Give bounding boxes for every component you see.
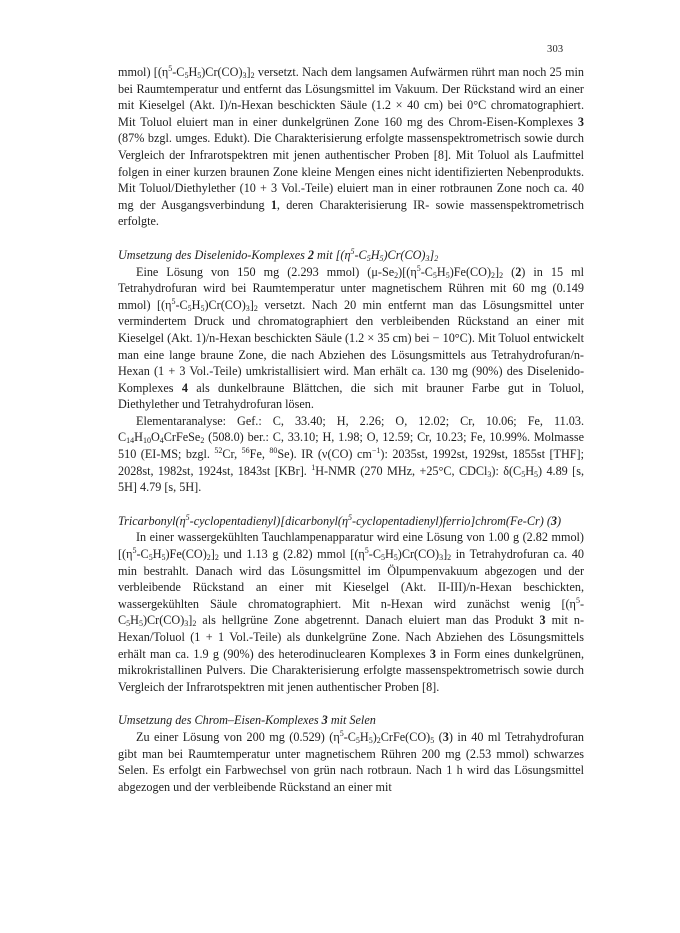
text-segment: 2 <box>206 553 211 563</box>
text-segment: 56 <box>241 446 250 456</box>
text-segment: )Fe(CO) <box>449 264 492 279</box>
text-segment: )Cr(CO) <box>142 613 185 628</box>
body-paragraph <box>118 729 584 795</box>
text-segment: als dunkelbraune Blättchen, die sich mit brauner Farbe gut in Toluol, Diethylether und Tetrahydrofuran lösen. <box>118 380 584 412</box>
text-segment: 3 <box>242 71 247 80</box>
text-segment: 2 <box>250 71 255 80</box>
text-segment: und 1.13 g (2.82) mmol [(η <box>218 547 365 562</box>
text-segment: 4 <box>181 380 188 395</box>
text-segment: 2 <box>307 247 314 262</box>
text-segment: −1 <box>371 446 381 456</box>
text-segment: 3 <box>425 253 430 263</box>
body-paragraph <box>118 264 584 413</box>
text-segment: als hellgrüne Zone abgetrennt. Danach eluiert man das Produkt <box>196 613 540 628</box>
text-segment: 5 <box>168 64 173 73</box>
section-heading <box>118 712 584 729</box>
text-segment: H <box>130 613 139 628</box>
text-segment: ): δ(C <box>491 463 522 478</box>
text-segment: mit Selen <box>327 713 376 728</box>
text-segment: 5 <box>184 71 189 80</box>
text-segment: 3 <box>442 729 449 744</box>
text-segment: -C <box>118 596 584 628</box>
text-segment: Elementaranalyse: Gef.: C, 33.40; H, 2.26; O, 12.02; Cr, 10.06; Fe, 11.03. C <box>118 413 584 445</box>
text-segment: 3 <box>245 303 250 313</box>
text-segment: )Cr(CO) <box>204 297 246 312</box>
text-segment: O <box>150 430 160 445</box>
text-segment: 3 <box>321 713 328 728</box>
text-segment: 2 <box>200 436 205 446</box>
text-segment: 5 <box>575 595 580 605</box>
text-segment: 2 <box>192 619 197 629</box>
text-segment: in Tetrahydrofuran ca. 40 min bestrahlt. Danach wird das Lösungsmittel im Ölpumpenvakuum abgezogen und der verbleibende Rückstand an einer mit Kieselgel (Akt. II-III)/n-Hexan beschickten, wassergekühlten Säule chromatographiert. Mit n-Hexan wird zunächst wenig [(η <box>118 547 584 611</box>
text-segment: ] <box>249 297 254 312</box>
text-segment: -cyclopentadienyl)[dicarbonyl(η <box>189 513 349 528</box>
text-segment: 3 <box>429 646 436 661</box>
text-segment: 5 <box>355 735 360 745</box>
text-segment: Se). IR (ν(CO) cm <box>277 447 372 462</box>
text-segment: 5 <box>379 253 384 263</box>
text-segment: ) in 15 ml Tetrahydrofuran wird bei Raumtemperatur unter magnetischem Rühren mit 60 mg (0.149 mmol) [(η <box>118 264 585 312</box>
text-segment: 1 <box>270 197 277 212</box>
page-number: 303 <box>547 44 564 55</box>
text-segment: 2 <box>376 735 381 745</box>
text-segment: 2 <box>491 270 496 280</box>
text-column <box>118 64 584 795</box>
text-segment: 3 <box>577 114 584 129</box>
text-segment: 52 <box>214 446 223 456</box>
text-segment: ) <box>557 513 562 528</box>
text-segment: 5 <box>416 263 421 273</box>
text-segment: -C <box>420 264 433 279</box>
text-segment: H <box>436 264 446 279</box>
text-segment: 5 <box>185 512 190 522</box>
text-segment: 5 <box>126 619 131 629</box>
text-segment: 2 <box>214 553 219 563</box>
text-segment: Umsetzung des Chrom–Eisen-Komplexes <box>118 713 322 728</box>
body-paragraph <box>118 413 584 496</box>
text-segment: )Cr(CO) <box>397 547 440 562</box>
text-segment: , deren Charakterisierung IR- sowie massenspektrometrisch erfolgte. <box>118 197 585 229</box>
text-segment: 5 <box>138 619 143 629</box>
text-segment: 3 <box>487 469 492 479</box>
text-segment: 14 <box>126 436 135 446</box>
text-segment: H <box>359 729 369 744</box>
text-segment: ] <box>429 247 435 262</box>
text-segment: 2 <box>499 270 504 280</box>
text-segment: 5 <box>393 553 398 563</box>
section-heading <box>118 513 584 530</box>
text-segment: Fe, <box>249 447 270 462</box>
text-segment: 5 <box>132 546 137 556</box>
text-segment: Zu einer Lösung von 200 mg (0.529) (η <box>136 729 340 744</box>
text-segment: 10 <box>142 436 151 446</box>
text-segment: 3 <box>439 553 444 563</box>
text-segment: 5 <box>339 728 344 738</box>
text-segment: ] <box>246 65 251 79</box>
text-segment: 5 <box>200 303 205 313</box>
text-segment: H <box>525 463 534 478</box>
text-segment: -cyclopentadienyl)ferrio]chrom(Fe-Cr) ( <box>352 513 551 528</box>
body-paragraph <box>118 529 584 695</box>
text-segment: ) <box>372 729 377 744</box>
text-segment: Cr, <box>222 447 242 462</box>
section-heading <box>118 247 584 264</box>
text-segment: Eine Lösung von 150 mg (2.293 mmol) (μ-Se <box>136 264 395 279</box>
text-segment: H <box>152 547 162 562</box>
text-segment: ) 4.89 [s, 5H] 4.79 [s, 5H]. <box>118 463 585 495</box>
text-segment: mit [(η <box>313 247 351 262</box>
text-segment: versetzt. Nach dem langsamen Aufwärmen rührt man noch 25 min bei Raumtemperatur und entfernt das Lösungsmittel im Vakuum. Der Rückstand wird an einer mit Kieselgel (Akt. I)/n-Hexan beschickten Säule (1.2 × 40 cm) bei 0°C chromatographiert. Mit Toluol eluiert man in einer dunkelgrünen Zone 160 mg des Chrom-Eisen-Komplexes <box>118 65 584 129</box>
text-segment: 3 <box>184 619 189 629</box>
text-segment: 5 <box>430 735 435 745</box>
text-segment: CrFe(CO) <box>380 729 431 744</box>
text-segment: 5 <box>364 546 369 556</box>
text-segment: (87% bzgl. umges. Edukt). Die Charakterisierung erfolgte massenspektrometrisch sowie durch Vergleich der Infrarotspektren mit jenen authentischer Proben [8]. Mit Toluol als Laufmittel folgen in einer kurzen braunen Zone kleine Mengen eines nicht identifizierten Nebenprodukts. Mit Toluol/Diethylether (10 + 3 Vol.-Teile) eluiert man in einer rotbraunen Zone noch ca. 40 mg der Ausgangsverbindung <box>118 131 584 212</box>
text-segment: 2 <box>253 303 258 313</box>
text-segment: Umsetzung des Diselenido-Komplexes <box>118 247 308 262</box>
text-segment: ( <box>434 729 443 744</box>
text-segment: )Cr(CO) <box>201 65 243 79</box>
text-segment: -C <box>175 297 188 312</box>
text-segment: )Cr(CO) <box>383 247 426 262</box>
text-segment: ): 2035st, 1992st, 1929st, 1855st [THF]; 2028st, 1982st, 1924st, 1843st [KBr]. <box>118 447 584 478</box>
text-segment: -C <box>136 547 149 562</box>
text-segment: versetzt. Nach 20 min entfernt man das Lösungsmittel unter vermindertem Druck und chromatographiert den verbleibenden Rückstand an einer mit Kieselgel (Akt. 1)/n-Hexan beschickten Säule (1.2 × 35 cm) bei − 10°C). Mit Toluol entwickelt man eine lange braune Zone, die nach Abziehen des Lösungsmittels aus Tetrahydrofuran/n-Hexan (1 + 3 Vol.-Teile) umkristallisiert wird. Man erhält ca. 130 mg (90%) des Diselenido-Komplexes <box>118 297 584 395</box>
text-segment: ] <box>188 613 193 628</box>
text-segment: 1 <box>311 462 316 472</box>
text-segment: -C <box>354 247 367 262</box>
text-segment: 5 <box>432 270 437 280</box>
text-segment: 2 <box>434 253 439 263</box>
text-segment: 3 <box>539 613 546 628</box>
text-segment: 5 <box>366 253 371 263</box>
text-segment: 5 <box>534 469 538 479</box>
text-segment: 5 <box>380 553 385 563</box>
text-segment: 5 <box>368 735 373 745</box>
text-segment: 5 <box>161 553 166 563</box>
text-segment: 5 <box>445 270 450 280</box>
text-segment: ( <box>503 264 516 279</box>
text-segment: 5 <box>350 246 355 256</box>
text-segment: 80 <box>269 446 278 456</box>
text-segment: -C <box>343 729 356 744</box>
text-segment: In einer wassergekühlten Tauchlampenapparatur wird eine Lösung von 1.00 g (2.82 mmol) [(η <box>118 530 584 562</box>
text-segment: )[(η <box>398 264 417 279</box>
text-segment: 2 <box>447 553 452 563</box>
text-segment: 2 <box>515 264 522 279</box>
text-segment: 5 <box>197 71 202 80</box>
text-segment: 3 <box>550 513 557 528</box>
text-segment: in Form eines dunkelgrünen, mikrokristallinen Pulvers. Die Charakterisierung erfolgte massenspektrometrisch sowie durch Vergleich der Infrarotspektren mit jenen authentischer Proben [8]. <box>118 646 584 694</box>
text-segment: -C <box>172 65 185 79</box>
text-segment: ] <box>443 547 448 562</box>
text-segment: ] <box>210 547 215 562</box>
text-segment: H <box>188 65 198 79</box>
text-segment: -C <box>368 547 381 562</box>
text-segment: H <box>384 547 394 562</box>
text-segment: 5 <box>348 512 353 522</box>
text-segment: 4 <box>159 436 164 446</box>
text-segment: 5 <box>148 553 153 563</box>
body-paragraph <box>118 64 584 230</box>
text-segment: 2 <box>394 270 399 280</box>
text-segment: H <box>134 430 143 445</box>
text-segment: 5 <box>171 296 176 306</box>
text-segment: ] <box>495 264 500 279</box>
text-segment: H <box>191 297 201 312</box>
text-segment: CrFeSe <box>163 430 201 445</box>
text-segment: ) in 40 ml Tetrahydrofuran gibt man bei Raumtemperatur unter magnetischem Rühren 200 mg (2.53 mmol) schwarzes Selen. Es erfolgt ein Farbwechsel von grün nach rotbraun. Nach 1 h wird das Lösungsmittel abgezogen und der verbleibende Rückstand an einer mit <box>118 729 584 794</box>
text-segment: (508.0) ber.: C, 33.10; H, 1.98; O, 12.59; Cr, 10.23; Fe, 10.99%. Molmasse 510 (EI-MS; bzgl. <box>118 430 584 462</box>
text-segment: mit n-Hexan/Toluol (1 + 1 Vol.-Teile) als dunkelgrüne Zone. Nach Abziehen des Lösungsmittels erhält man ca. 1.9 g (90%) des heterodinuclearen Komplexes <box>118 613 585 661</box>
text-segment: H <box>370 247 380 262</box>
text-segment: )Fe(CO) <box>165 547 207 562</box>
text-segment: 5 <box>521 469 526 479</box>
text-segment: H-NMR (270 MHz, +25°C, CDCl <box>315 463 488 478</box>
text-segment: 5 <box>187 303 192 313</box>
text-segment: mmol) [(η <box>118 65 169 79</box>
text-segment: Tricarbonyl(η <box>118 513 186 528</box>
